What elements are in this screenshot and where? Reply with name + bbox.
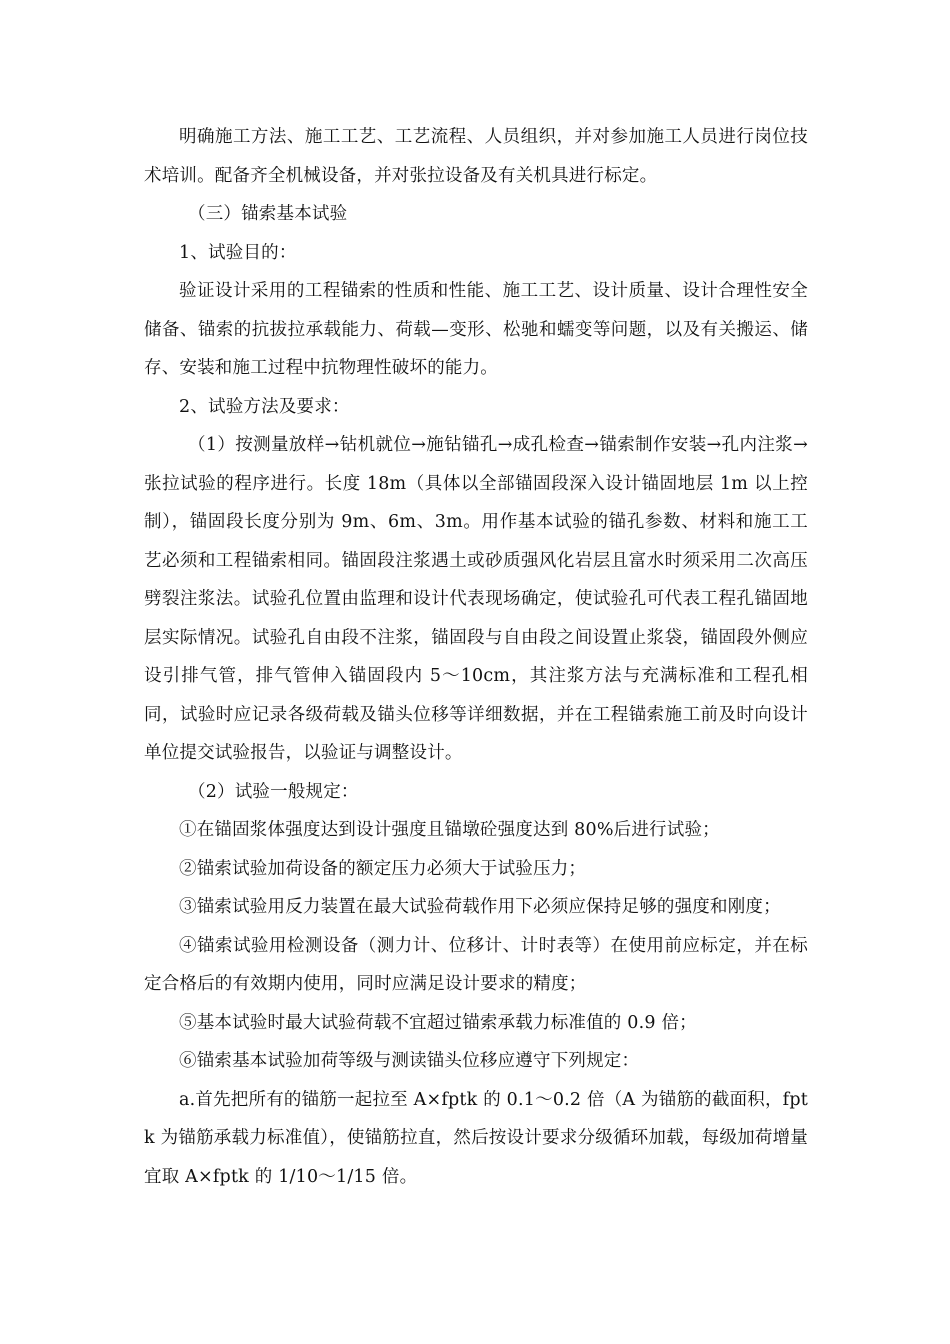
rule-item-1: ①在锚固浆体强度达到设计强度且锚墩砼强度达到 80%后进行试验； — [179, 820, 720, 840]
rule-item-6: ⑥锚索基本试验加荷等级与测读锚头位移应遵守下列规定： — [179, 1051, 640, 1071]
rule-item-5: ⑤基本试验时最大试验荷载不宜超过锚索承载力标准值的 0.9 倍； — [179, 1012, 697, 1033]
rule-item-3: ③锚索试验用反力装置在最大试验荷载作用下必须应保持足够的强度和刚度； — [179, 897, 781, 917]
paragraph-test-purpose: 验证设计采用的工程锚索的性质和性能、施工工艺、设计质量、设计合理性安全储备、锚索的抗拔拉承载能力、荷载—变形、松驰和蠕变等问题，以及有关搬运、储存、安装和施工过程中抗物理性破坏的能力。 — [144, 281, 808, 378]
document-body — [144, 118, 808, 1196]
rule-item-6a: a.首先把所有的锚筋一起拉至 A×fptk 的 0.1～0.2 倍（A 为锚筋的截面积，fptk 为锚筋承载力标准值），使锚筋拉直，然后按设计要求分级循环加载，每级加荷增量宜取 A×fptk 的 1/10～1/15 倍。 — [144, 1089, 808, 1187]
rule-item-2: ②锚索试验加荷设备的额定压力必须大于试验压力； — [179, 858, 587, 879]
subheading-test-method: 2、试验方法及要求： — [179, 396, 350, 417]
subheading-test-purpose: 1、试验目的： — [179, 242, 297, 263]
rule-item-4: ④锚索试验用检测设备（测力计、位移计、计时表等）在使用前应标定，并在标定合格后的有效期内使用，同时应满足设计要求的精度； — [144, 935, 808, 994]
section-heading-anchor-basic-test: （三）锚索基本试验 — [188, 204, 348, 224]
paragraph-intro: 明确施工方法、施工工艺、工艺流程、人员组织，并对参加施工人员进行岗位技术培训。配备齐全机械设备，并对张拉设备及有关机具进行标定。 — [144, 127, 808, 186]
paragraph-test-procedure: （1）按测量放样→钻机就位→施钻锚孔→成孔检查→锚索制作安装→孔内注浆→张拉试验的程序进行。长度 18m（具体以全部锚固段深入设计锚固地层 1m 以上控制），锚固段长度分别为 9m、6m、3m。用作基本试验的锚孔参数、材料和施工工艺必须和工程锚索相同。锚固段注浆遇土或砂质强风化岩层且富水时须采用二次高压劈裂注浆法。试验孔位置由监理和设计代表现场确定，使试验孔可代表工程孔锚固地层实际情况。试验孔自由段不注浆，锚固段与自由段之间设置止浆袋，锚固段外侧应设引排气管，排气管伸入锚固段内 5～10cm，其注浆方法与充满标准和工程孔相同，试验时应记录各级荷载及锚头位移等详细数据，并在工程锚索施工前及时向设计单位提交试验报告，以验证与调整设计。 — [144, 435, 808, 763]
subheading-general-rules: （2）试验一般规定： — [188, 781, 359, 802]
